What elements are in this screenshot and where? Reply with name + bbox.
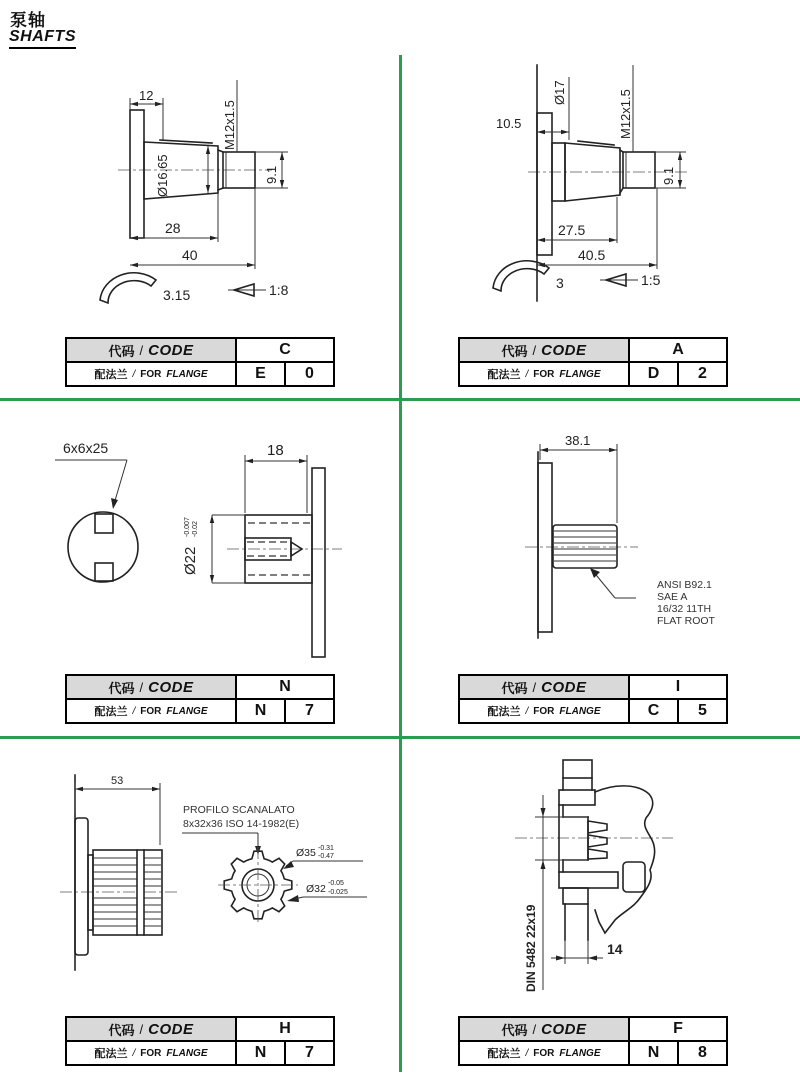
flange-label-en: FLANGE [166, 368, 208, 380]
spline-note-4: FLAT ROOT [657, 615, 715, 627]
dim-12: 12 [139, 88, 154, 103]
code-table-6: 代码 / CODE F 配法兰 / FOR FLANGE N 8 [458, 1016, 728, 1066]
flange-value-1: N [237, 1042, 286, 1064]
taper-ratio: 1:5 [641, 272, 661, 288]
grid-line-horizontal-2 [0, 736, 800, 739]
spline-note-1: PROFILO SCANALATO [183, 804, 295, 816]
code-table-5: 代码 / CODE H 配法兰 / FOR FLANGE N 7 [65, 1016, 335, 1066]
key-size: 6x6x25 [63, 440, 109, 456]
code-value: A [672, 341, 684, 358]
code-label-en: CODE [148, 341, 194, 359]
dim-dia-16-65: Ø16.65 [155, 154, 170, 197]
flange-value-2: 8 [698, 1044, 707, 1061]
dim-38-1: 38.1 [565, 433, 591, 448]
dim-dia-17: Ø17 [552, 80, 567, 105]
code-value: C [279, 341, 291, 358]
spline-note-3: 16/32 11TH [657, 603, 712, 615]
dim-9-1: 9.1 [264, 165, 279, 184]
dim-arrow [556, 956, 565, 961]
dim-40-5: 40.5 [578, 247, 606, 263]
dim-40: 40 [182, 247, 198, 263]
flange-value-1: N [630, 1042, 679, 1064]
dim-dia-22: Ø22 [182, 546, 199, 575]
flange-value-1: N [237, 700, 286, 722]
dim-27-5: 27.5 [558, 222, 586, 238]
code-table-1: 代码 / CODE C 配法兰 / FOR FLANGE E 0 [65, 337, 335, 387]
drawing-splined-shaft-sae-a [440, 420, 780, 670]
drawing-tapered-shaft-1-8 [60, 62, 340, 320]
spline-note-1: ANSI B92.1 [657, 579, 712, 591]
leader-arrow [111, 498, 118, 509]
drawing-splined-shaft-iso14 [55, 755, 385, 1000]
code-table-4: 代码 / CODE I 配法兰 / FOR FLANGE C 5 [458, 674, 728, 724]
code-value: I [675, 678, 681, 695]
spline-note-2: SAE A [657, 591, 688, 603]
dim-arrow [541, 808, 546, 817]
code-value: H [279, 1020, 291, 1037]
page-title-chinese: 泵轴 [10, 11, 46, 30]
dim-dia-35-tol-upper: -0.31 [318, 845, 334, 852]
drawing-tapered-shaft-1-5 [440, 55, 740, 315]
dim-dia-22-tol-upper: -0.007 [184, 517, 191, 537]
code-table-2: 代码 / CODE A 配法兰 / FOR FLANGE D 2 [458, 337, 728, 387]
grid-line-horizontal-1 [0, 398, 800, 401]
key-size: 3.15 [163, 287, 191, 303]
dim-arrow [588, 956, 597, 961]
flange-value-2: 7 [305, 1044, 314, 1061]
dim-dia-35-tol-lower: -0.47 [318, 853, 334, 860]
dim-14: 14 [607, 941, 623, 957]
woodruff-key-icon [100, 273, 156, 303]
dim-thread: M12x1.5 [618, 89, 633, 139]
din-spline-designation: DIN 5482 22x19 [524, 904, 538, 992]
drawing-splined-hub-din5482 [455, 740, 775, 1000]
dim-dia-22-tol-lower: -0.02 [192, 521, 199, 537]
code-value: F [673, 1020, 683, 1037]
flange-value-1: C [630, 700, 679, 722]
flange-value-2: 0 [305, 365, 314, 382]
flange-value-1: E [237, 363, 286, 385]
taper-ratio: 1:8 [269, 282, 289, 298]
flange-value-2: 7 [305, 702, 314, 719]
flange-value-1: D [630, 363, 679, 385]
dim-18: 18 [267, 442, 284, 459]
dim-dia-32-tol-upper: -0.05 [328, 880, 344, 887]
dim-53: 53 [111, 775, 124, 787]
spline-note-2: 8x32x36 ISO 14-1982(E) [183, 818, 300, 830]
code-table-3: 代码 / CODE N 配法兰 / FOR FLANGE N 7 [65, 674, 335, 724]
dim-thread: M12x1.5 [222, 100, 237, 150]
dim-dia-35: Ø35 [296, 847, 316, 859]
dim-28: 28 [165, 220, 181, 236]
dim-dia-32: Ø32 [306, 883, 326, 895]
flange-value-2: 5 [698, 702, 707, 719]
dim-10-5: 10.5 [496, 116, 522, 131]
flange-value-2: 2 [698, 365, 707, 382]
code-label-cn: 代码 [108, 343, 135, 359]
leader-arrow [590, 568, 600, 578]
dim-9-1: 9.1 [661, 166, 676, 185]
dim-arrow [541, 860, 546, 869]
code-value: N [279, 678, 291, 695]
key-size: 3 [556, 275, 564, 291]
page-title-english: SHAFTS [9, 28, 76, 49]
grid-line-vertical [399, 55, 402, 1072]
drawing-parallel-keyed-shaft [55, 425, 355, 670]
flange-label-cn: 配法兰 [94, 369, 128, 381]
dim-dia-32-tol-lower: -0.025 [328, 889, 348, 896]
